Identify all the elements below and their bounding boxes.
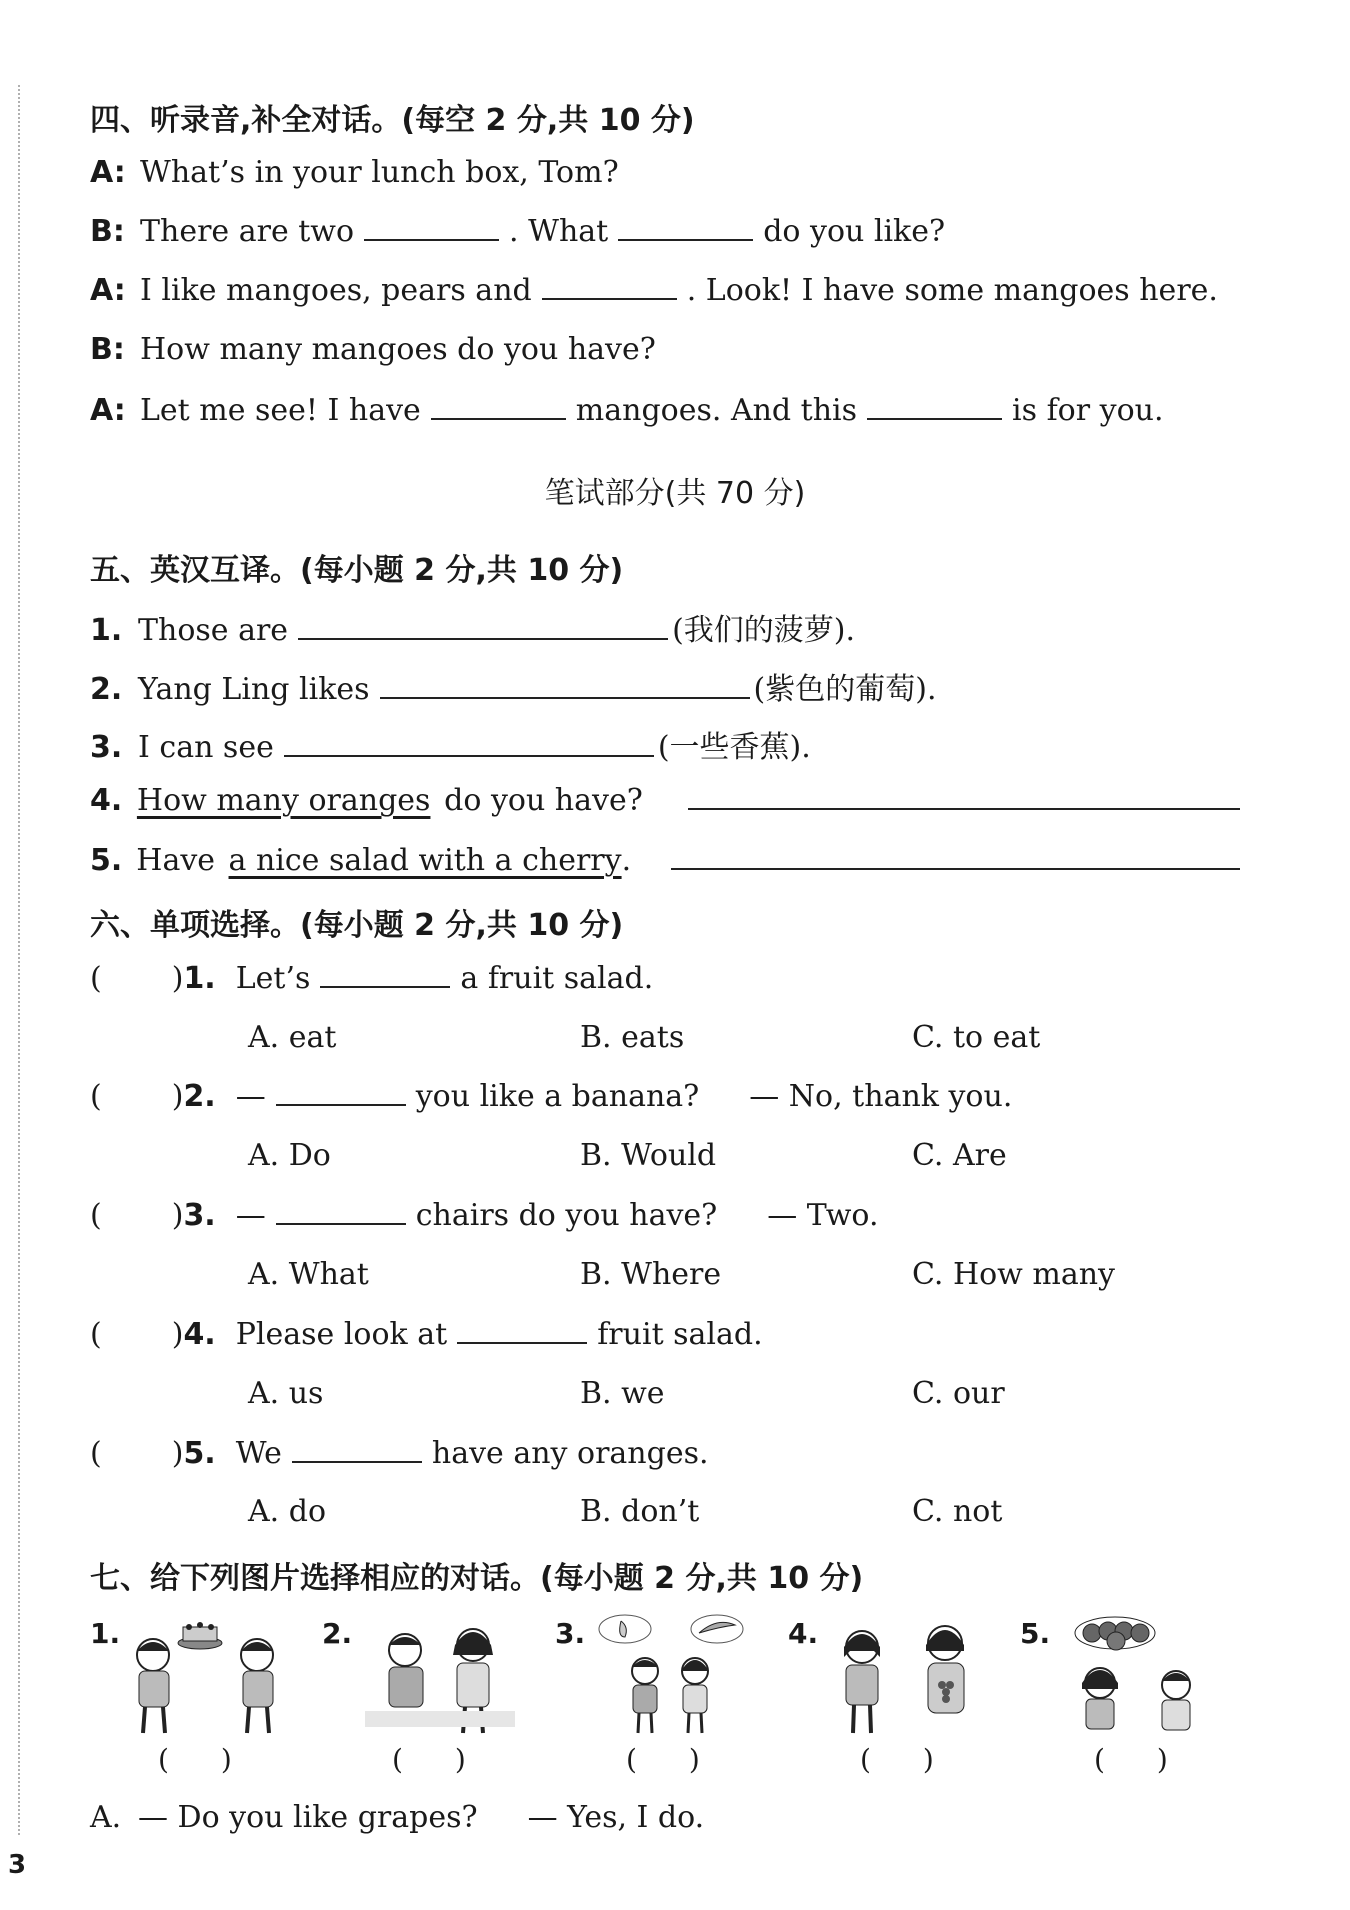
item-number: 4. bbox=[90, 783, 123, 818]
answer-paren[interactable]: () bbox=[860, 1743, 986, 1776]
choice-question bbox=[90, 1316, 763, 1352]
reply-text: — Two. bbox=[767, 1198, 879, 1233]
question-text: a fruit salad. bbox=[460, 961, 654, 996]
chinese-hint: (一些香蕉). bbox=[657, 730, 811, 765]
underlined-phrase: a nice salad with a cherry bbox=[228, 843, 622, 878]
answer-paren-open: ( bbox=[90, 961, 102, 996]
dialogue-line bbox=[90, 213, 945, 249]
translation-item bbox=[90, 605, 855, 649]
speaker-label: B: bbox=[90, 332, 125, 367]
question-text: have any oranges. bbox=[431, 1436, 709, 1471]
option-a[interactable]: A. Do bbox=[248, 1138, 331, 1173]
item-number: 2. bbox=[90, 672, 123, 707]
answer-paren-close: ) bbox=[171, 1198, 184, 1233]
speaker-label: B: bbox=[90, 214, 125, 249]
answer-blank[interactable] bbox=[457, 1316, 587, 1344]
question-text: Let’s bbox=[235, 961, 311, 996]
option-a[interactable]: A. What bbox=[248, 1257, 369, 1292]
answer-blank[interactable] bbox=[671, 842, 1240, 870]
item-text: Have bbox=[136, 843, 216, 878]
choice-question bbox=[90, 1078, 1012, 1114]
question-number: 2. bbox=[183, 1079, 216, 1114]
chinese-hint: (我们的菠萝). bbox=[672, 613, 856, 648]
answer-paren-open: ( bbox=[90, 1198, 102, 1233]
page-number: 3 bbox=[8, 1850, 27, 1880]
item-number: 5. bbox=[90, 843, 123, 878]
choice-question bbox=[90, 1197, 879, 1233]
item-text: do you have? bbox=[444, 783, 643, 818]
answer-paren-close: ) bbox=[171, 1317, 184, 1352]
question-text: chairs do you have? bbox=[415, 1198, 718, 1233]
dialogue-text: . What bbox=[509, 214, 609, 249]
dialogue-text: How many mangoes do you have? bbox=[140, 332, 656, 367]
dialogue-line bbox=[90, 155, 619, 190]
answer-blank[interactable] bbox=[364, 213, 499, 241]
answer-blank[interactable] bbox=[867, 392, 1002, 420]
reply-text: — No, thank you. bbox=[749, 1079, 1013, 1114]
option-b[interactable]: B. Would bbox=[580, 1138, 717, 1173]
translation-item bbox=[90, 842, 1250, 878]
dialogue-text: do you like? bbox=[763, 214, 946, 249]
answer-paren-open: ( bbox=[90, 1436, 102, 1471]
item-text: . bbox=[621, 843, 632, 878]
question-text: — bbox=[235, 1198, 266, 1233]
answer-blank[interactable] bbox=[276, 1078, 406, 1106]
item-number: 1. bbox=[90, 613, 123, 648]
item-text: Yang Ling likes bbox=[138, 672, 370, 707]
question-text: fruit salad. bbox=[597, 1317, 763, 1352]
option-b[interactable]: B. we bbox=[580, 1376, 665, 1411]
dialogue-text: I like mangoes, pears and bbox=[140, 273, 532, 308]
option-b[interactable]: B. Where bbox=[580, 1257, 722, 1292]
item-text: I can see bbox=[138, 730, 274, 765]
option-c[interactable]: C. How many bbox=[912, 1257, 1115, 1292]
question-number: 1. bbox=[183, 961, 216, 996]
option-a[interactable]: A. do bbox=[248, 1494, 327, 1529]
option-label: A. bbox=[90, 1800, 122, 1835]
question-number: 4. bbox=[183, 1317, 216, 1352]
answer-blank[interactable] bbox=[542, 272, 677, 300]
answer-blank[interactable] bbox=[380, 671, 750, 699]
option-a[interactable]: A. us bbox=[248, 1376, 324, 1411]
dialogue-text: Let me see! I have bbox=[140, 393, 421, 428]
option-b[interactable]: B. don’t bbox=[580, 1494, 700, 1529]
picture-number: 1. bbox=[90, 1617, 121, 1650]
option-c[interactable]: C. not bbox=[912, 1494, 1003, 1529]
dialogue-line bbox=[90, 332, 656, 367]
option-c[interactable]: C. to eat bbox=[912, 1020, 1041, 1055]
question-number: 5. bbox=[183, 1436, 216, 1471]
picture-children-thinking-fruit bbox=[595, 1613, 745, 1735]
underlined-phrase: How many oranges bbox=[136, 783, 431, 818]
answer-blank[interactable] bbox=[298, 612, 668, 640]
answer-blank[interactable] bbox=[431, 392, 566, 420]
picture-number: 4. bbox=[788, 1617, 819, 1650]
answer-paren-open: ( bbox=[90, 1079, 102, 1114]
dialogue-line bbox=[90, 392, 1163, 428]
speaker-label: A: bbox=[90, 155, 126, 190]
dialogue-text: is for you. bbox=[1012, 393, 1164, 428]
picture-number: 2. bbox=[322, 1617, 353, 1650]
written-part-title: 笔试部分(共 70 分) bbox=[544, 476, 806, 511]
question-text: Please look at bbox=[235, 1317, 448, 1352]
dialogue-option bbox=[90, 1800, 704, 1835]
translation-item bbox=[90, 722, 811, 766]
choice-question bbox=[90, 960, 653, 996]
binding-dotted-line bbox=[18, 85, 20, 1835]
option-b[interactable]: B. eats bbox=[580, 1020, 685, 1055]
section5-heading: 五、英汉互译。(每小题 2 分,共 10 分) bbox=[90, 553, 624, 588]
answer-paren-open: ( bbox=[90, 1317, 102, 1352]
picture-children-with-cake bbox=[125, 1615, 290, 1735]
question-text: — bbox=[235, 1079, 266, 1114]
answer-paren[interactable]: () bbox=[392, 1743, 518, 1776]
option-c[interactable]: C. Are bbox=[912, 1138, 1007, 1173]
answer-paren[interactable]: () bbox=[158, 1743, 284, 1776]
answer-paren[interactable]: () bbox=[1094, 1743, 1220, 1776]
dialogue-text: mangoes. And this bbox=[575, 393, 858, 428]
dialogue-text: There are two bbox=[140, 214, 355, 249]
answer-blank[interactable] bbox=[320, 960, 450, 988]
picture-children-with-oranges bbox=[1060, 1613, 1210, 1735]
section4-heading: 四、听录音,补全对话。(每空 2 分,共 10 分) bbox=[90, 103, 695, 138]
picture-number: 3. bbox=[555, 1617, 586, 1650]
question-text: you like a banana? bbox=[415, 1079, 700, 1114]
picture-boy-and-girl bbox=[365, 1615, 515, 1735]
option-c[interactable]: C. our bbox=[912, 1376, 1005, 1411]
answer-blank[interactable] bbox=[292, 1435, 422, 1463]
question-text: We bbox=[235, 1436, 282, 1471]
answer-paren-close: ) bbox=[171, 961, 184, 996]
speaker-label: A: bbox=[90, 273, 126, 308]
speaker-label: A: bbox=[90, 393, 126, 428]
answer-blank[interactable] bbox=[688, 782, 1240, 810]
picture-girl-and-woman-grapes bbox=[830, 1615, 990, 1735]
dialogue-text: What’s in your lunch box, Tom? bbox=[140, 155, 619, 190]
answer-paren-close: ) bbox=[171, 1436, 184, 1471]
picture-number: 5. bbox=[1020, 1617, 1051, 1650]
question-number: 3. bbox=[183, 1198, 216, 1233]
answer-blank[interactable] bbox=[276, 1197, 406, 1225]
translation-item bbox=[90, 664, 936, 708]
answer-paren[interactable]: () bbox=[626, 1743, 752, 1776]
choice-question bbox=[90, 1435, 709, 1471]
option-question: — Do you like grapes? bbox=[138, 1800, 478, 1835]
item-number: 3. bbox=[90, 730, 123, 765]
option-a[interactable]: A. eat bbox=[248, 1020, 337, 1055]
option-reply: — Yes, I do. bbox=[527, 1800, 705, 1835]
chinese-hint: (紫色的葡萄). bbox=[753, 672, 937, 707]
item-text: Those are bbox=[138, 613, 289, 648]
dialogue-line bbox=[90, 272, 1218, 308]
section6-heading: 六、单项选择。(每小题 2 分,共 10 分) bbox=[90, 908, 624, 943]
translation-item bbox=[90, 782, 1250, 818]
section7-heading: 七、给下列图片选择相应的对话。(每小题 2 分,共 10 分) bbox=[90, 1561, 864, 1596]
answer-blank[interactable] bbox=[284, 729, 654, 757]
dialogue-text: . Look! I have some mangoes here. bbox=[686, 273, 1218, 308]
answer-paren-close: ) bbox=[171, 1079, 184, 1114]
answer-blank[interactable] bbox=[618, 213, 753, 241]
